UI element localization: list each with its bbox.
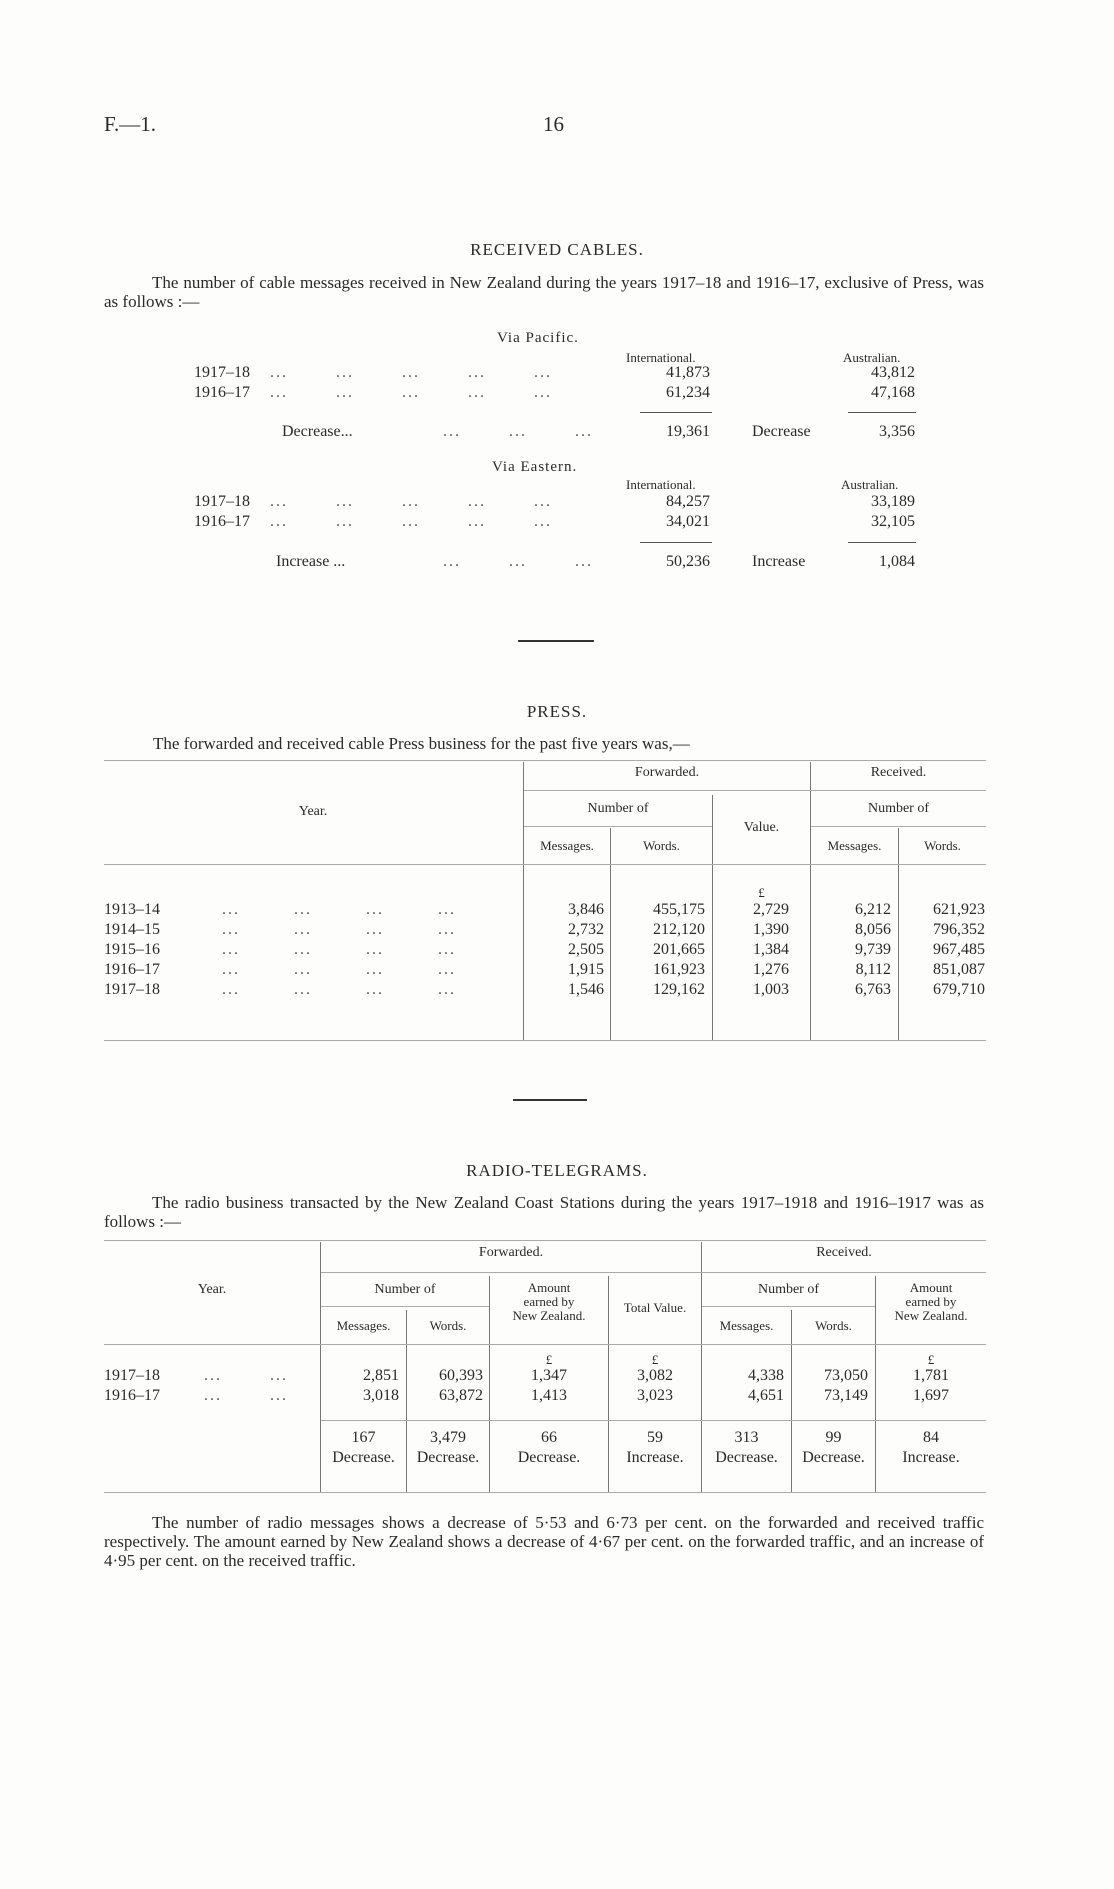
radio-rec-messages: 4,338 bbox=[748, 1367, 784, 1384]
leader-dots: ... ... ... bbox=[443, 423, 593, 440]
diff-label: Decrease. bbox=[332, 1449, 395, 1466]
press-fwd-words: 201,665 bbox=[653, 941, 705, 958]
press-currency-symbol: £ bbox=[758, 885, 765, 900]
radio-total-value-header: Total Value. bbox=[623, 1300, 687, 1315]
radio-fwd-words: 63,872 bbox=[439, 1387, 483, 1404]
press-fwd-messages-header: Messages. bbox=[540, 838, 594, 853]
press-year: 1914–15 bbox=[104, 921, 160, 938]
pacific-col-international: International. bbox=[626, 350, 696, 365]
press-received-header: Received. bbox=[870, 765, 927, 780]
leader-dots: ... ... ... ... ... bbox=[270, 364, 552, 381]
header-rule bbox=[524, 790, 986, 791]
diff-label: Increase. bbox=[902, 1449, 960, 1466]
pacific-diff-aus: 3,356 bbox=[879, 423, 915, 440]
diff-value: 84 bbox=[923, 1429, 939, 1446]
radio-rec-amount-header bbox=[876, 1281, 986, 1323]
press-value: 1,003 bbox=[753, 981, 789, 998]
radio-year: 1917–18 bbox=[104, 1367, 160, 1384]
radio-received-header: Received. bbox=[816, 1245, 872, 1260]
press-fwd-messages: 3,846 bbox=[568, 901, 604, 918]
eastern-year: 1916–17 bbox=[194, 513, 250, 530]
press-value-header: Value. bbox=[743, 820, 780, 835]
pacific-diff-intl: 19,361 bbox=[666, 423, 710, 440]
leader-dots: ... ... ... ... bbox=[222, 961, 456, 978]
pacific-col-australian: Australian. bbox=[843, 350, 901, 365]
press-intro: The forwarded and received cable Press business for the past five years was,— bbox=[153, 734, 690, 753]
press-rec-words: 851,087 bbox=[933, 961, 985, 978]
eastern-aus-value: 32,105 bbox=[871, 513, 915, 530]
radio-title: RADIO-TELEGRAMS. bbox=[466, 1161, 648, 1180]
press-fwd-words: 455,175 bbox=[653, 901, 705, 918]
radio-diff-fwd-amount bbox=[490, 1428, 608, 1468]
press-fwd-messages: 1,915 bbox=[568, 961, 604, 978]
radio-fwd-messages-header: Messages. bbox=[336, 1318, 391, 1333]
leader-dots: ... ... bbox=[204, 1387, 288, 1404]
amount-line: earned by bbox=[523, 1294, 575, 1309]
leader-dots: ... ... ... ... bbox=[222, 941, 456, 958]
press-value: 1,390 bbox=[753, 921, 789, 938]
press-rec-words: 621,923 bbox=[933, 901, 985, 918]
radio-rec-words-header: Words. bbox=[815, 1318, 852, 1333]
leader-dots: ... ... bbox=[204, 1367, 288, 1384]
press-rec-messages: 8,112 bbox=[855, 961, 891, 978]
diff-value: 59 bbox=[647, 1429, 663, 1446]
pacific-intl-value: 41,873 bbox=[666, 364, 710, 381]
leader-dots: ... ... ... ... ... bbox=[270, 384, 552, 401]
eastern-intl-value: 84,257 bbox=[666, 493, 710, 510]
radio-year-header: Year. bbox=[197, 1282, 227, 1297]
radio-forwarded-header: Forwarded. bbox=[478, 1245, 544, 1260]
press-year: 1917–18 bbox=[104, 981, 160, 998]
diff-value: 66 bbox=[541, 1429, 557, 1446]
eastern-col-international: International. bbox=[626, 477, 696, 492]
press-year: 1915–16 bbox=[104, 941, 160, 958]
radio-total-value: 3,023 bbox=[637, 1387, 673, 1404]
press-fwd-words: 161,923 bbox=[653, 961, 705, 978]
press-rec-words: 796,352 bbox=[933, 921, 985, 938]
header-rule bbox=[702, 1306, 875, 1307]
pacific-aus-value: 43,812 bbox=[871, 364, 915, 381]
eastern-col-australian: Australian. bbox=[841, 477, 899, 492]
diff-label: Decrease. bbox=[416, 1449, 480, 1466]
radio-footnote: The number of radio messages shows a decrease of 5·53 and 6·73 per cent. on the forwarded and received traffic respectively. The amount earned by New Zealand shows a decrease of 4·67 per cent. on the forwarded traffic, and an increase of 4·95 per cent. on the received traffic. bbox=[104, 1513, 984, 1570]
radio-total-value: 3,082 bbox=[637, 1367, 673, 1384]
press-forwarded-header: Forwarded. bbox=[634, 765, 700, 780]
amount-line: New Zealand. bbox=[512, 1308, 586, 1323]
radio-rec-messages-header: Messages. bbox=[719, 1318, 774, 1333]
radio-fwd-number-of: Number of bbox=[374, 1282, 436, 1297]
radio-fwd-amount-header bbox=[490, 1281, 608, 1323]
press-fwd-words-header: Words. bbox=[643, 838, 680, 853]
radio-fwd-messages: 3,018 bbox=[363, 1387, 399, 1404]
pacific-diff-label-2: Decrease bbox=[752, 423, 811, 440]
press-rec-messages: 9,739 bbox=[855, 941, 891, 958]
press-rec-messages: 6,212 bbox=[855, 901, 891, 918]
diff-label: Decrease. bbox=[802, 1449, 865, 1466]
pacific-aus-value: 47,168 bbox=[871, 384, 915, 401]
sum-rule bbox=[640, 542, 712, 543]
radio-rec-messages: 4,651 bbox=[748, 1387, 784, 1404]
radio-fwd-amount: 1,347 bbox=[531, 1367, 567, 1384]
header-bottom-rule bbox=[104, 1344, 986, 1345]
received-cables-title: RECEIVED CABLES. bbox=[470, 240, 644, 259]
press-rec-words-header: Words. bbox=[924, 838, 961, 853]
leader-dots: ... ... ... ... bbox=[222, 981, 456, 998]
received-cables-intro: The number of cable messages received in New Zealand during the years 1917–18 and 1916–17, exclusive of Press, was as follows :— bbox=[104, 273, 984, 311]
sum-rule bbox=[848, 542, 916, 543]
press-fwd-words: 212,120 bbox=[653, 921, 705, 938]
leader-dots: ... ... ... ... ... bbox=[270, 493, 552, 510]
press-fwd-messages: 2,732 bbox=[568, 921, 604, 938]
radio-fwd-words: 60,393 bbox=[439, 1367, 483, 1384]
radio-diff-fwd-words bbox=[407, 1428, 489, 1468]
radio-diff-fwd-messages bbox=[321, 1428, 406, 1468]
eastern-diff-intl: 50,236 bbox=[666, 553, 710, 570]
pacific-diff-label: Decrease... bbox=[282, 423, 353, 440]
press-rec-messages-header: Messages. bbox=[827, 838, 882, 853]
eastern-diff-label-2: Increase bbox=[752, 553, 806, 570]
diff-label: Decrease. bbox=[715, 1449, 778, 1466]
press-value: 2,729 bbox=[753, 901, 789, 918]
radio-currency-symbol: £ bbox=[651, 1352, 659, 1367]
pacific-year: 1916–17 bbox=[194, 384, 250, 401]
radio-rec-words: 73,050 bbox=[824, 1367, 868, 1384]
radio-diff-rec-messages bbox=[702, 1428, 791, 1468]
table-top-rule bbox=[104, 760, 986, 761]
leader-dots: ... ... ... ... bbox=[222, 901, 456, 918]
header-rule bbox=[321, 1272, 986, 1273]
eastern-aus-value: 33,189 bbox=[871, 493, 915, 510]
eastern-diff-label: Increase ... bbox=[276, 553, 346, 570]
difference-rule bbox=[321, 1420, 986, 1421]
press-value: 1,276 bbox=[753, 961, 789, 978]
amount-line: New Zealand. bbox=[894, 1308, 968, 1323]
table-bottom-rule bbox=[104, 1040, 986, 1041]
leader-dots: ... ... ... ... bbox=[222, 921, 456, 938]
table-bottom-rule bbox=[104, 1492, 986, 1493]
eastern-intl-value: 34,021 bbox=[666, 513, 710, 530]
section-divider bbox=[513, 1099, 587, 1101]
eastern-diff-aus: 1,084 bbox=[879, 553, 915, 570]
press-rec-messages: 6,763 bbox=[855, 981, 891, 998]
document-code: F.—1. bbox=[104, 112, 156, 136]
amount-line: Amount bbox=[909, 1280, 953, 1295]
press-fwd-number-of: Number of bbox=[587, 801, 649, 816]
leader-dots: ... ... ... bbox=[443, 553, 593, 570]
radio-intro: The radio business transacted by the New Zealand Coast Stations during the years 1917–1918 and 1916–1917 was as follows :— bbox=[104, 1193, 984, 1231]
radio-currency-symbol: £ bbox=[545, 1352, 553, 1367]
via-pacific-heading: Via Pacific. bbox=[497, 330, 579, 346]
diff-label: Increase. bbox=[626, 1449, 684, 1466]
header-rule bbox=[811, 826, 986, 827]
section-divider bbox=[518, 640, 594, 642]
radio-fwd-words-header: Words. bbox=[429, 1318, 467, 1333]
via-eastern-heading: Via Eastern. bbox=[492, 459, 578, 475]
header-rule bbox=[524, 826, 712, 827]
table-top-rule bbox=[104, 1240, 986, 1241]
press-rec-words: 679,710 bbox=[933, 981, 985, 998]
diff-label: Decrease. bbox=[517, 1449, 581, 1466]
pacific-intl-value: 61,234 bbox=[666, 384, 710, 401]
press-fwd-messages: 1,546 bbox=[568, 981, 604, 998]
diff-value: 3,479 bbox=[430, 1429, 466, 1446]
press-title: PRESS. bbox=[526, 702, 588, 721]
radio-rec-amount: 1,781 bbox=[913, 1367, 949, 1384]
diff-value: 99 bbox=[825, 1429, 842, 1446]
sum-rule bbox=[640, 412, 712, 413]
radio-rec-number-of: Number of bbox=[757, 1282, 820, 1297]
press-year-header: Year. bbox=[298, 804, 328, 819]
radio-diff-rec-words bbox=[792, 1428, 875, 1468]
radio-rec-words: 73,149 bbox=[824, 1387, 868, 1404]
diff-value: 313 bbox=[734, 1429, 759, 1446]
radio-diff-total bbox=[609, 1428, 701, 1468]
pacific-year: 1917–18 bbox=[194, 364, 250, 381]
amount-line: earned by bbox=[905, 1294, 957, 1309]
press-rec-words: 967,485 bbox=[933, 941, 985, 958]
page-number: 16 bbox=[543, 112, 564, 136]
amount-line: Amount bbox=[527, 1280, 571, 1295]
header-bottom-rule bbox=[104, 864, 986, 865]
press-rec-messages: 8,056 bbox=[855, 921, 891, 938]
radio-fwd-amount: 1,413 bbox=[531, 1387, 567, 1404]
radio-rec-amount: 1,697 bbox=[913, 1387, 949, 1404]
press-value: 1,384 bbox=[753, 941, 789, 958]
radio-year: 1916–17 bbox=[104, 1387, 160, 1404]
diff-value: 167 bbox=[351, 1429, 376, 1446]
press-year: 1916–17 bbox=[104, 961, 160, 978]
radio-diff-rec-amount bbox=[876, 1428, 986, 1468]
press-year: 1913–14 bbox=[104, 901, 160, 918]
eastern-year: 1917–18 bbox=[194, 493, 250, 510]
press-fwd-messages: 2,505 bbox=[568, 941, 604, 958]
leader-dots: ... ... ... ... ... bbox=[270, 513, 552, 530]
press-rec-number-of: Number of bbox=[867, 801, 930, 816]
press-fwd-words: 129,162 bbox=[653, 981, 705, 998]
sum-rule bbox=[848, 412, 916, 413]
header-rule bbox=[321, 1306, 489, 1307]
radio-fwd-messages: 2,851 bbox=[363, 1367, 399, 1384]
radio-currency-symbol: £ bbox=[927, 1352, 935, 1367]
